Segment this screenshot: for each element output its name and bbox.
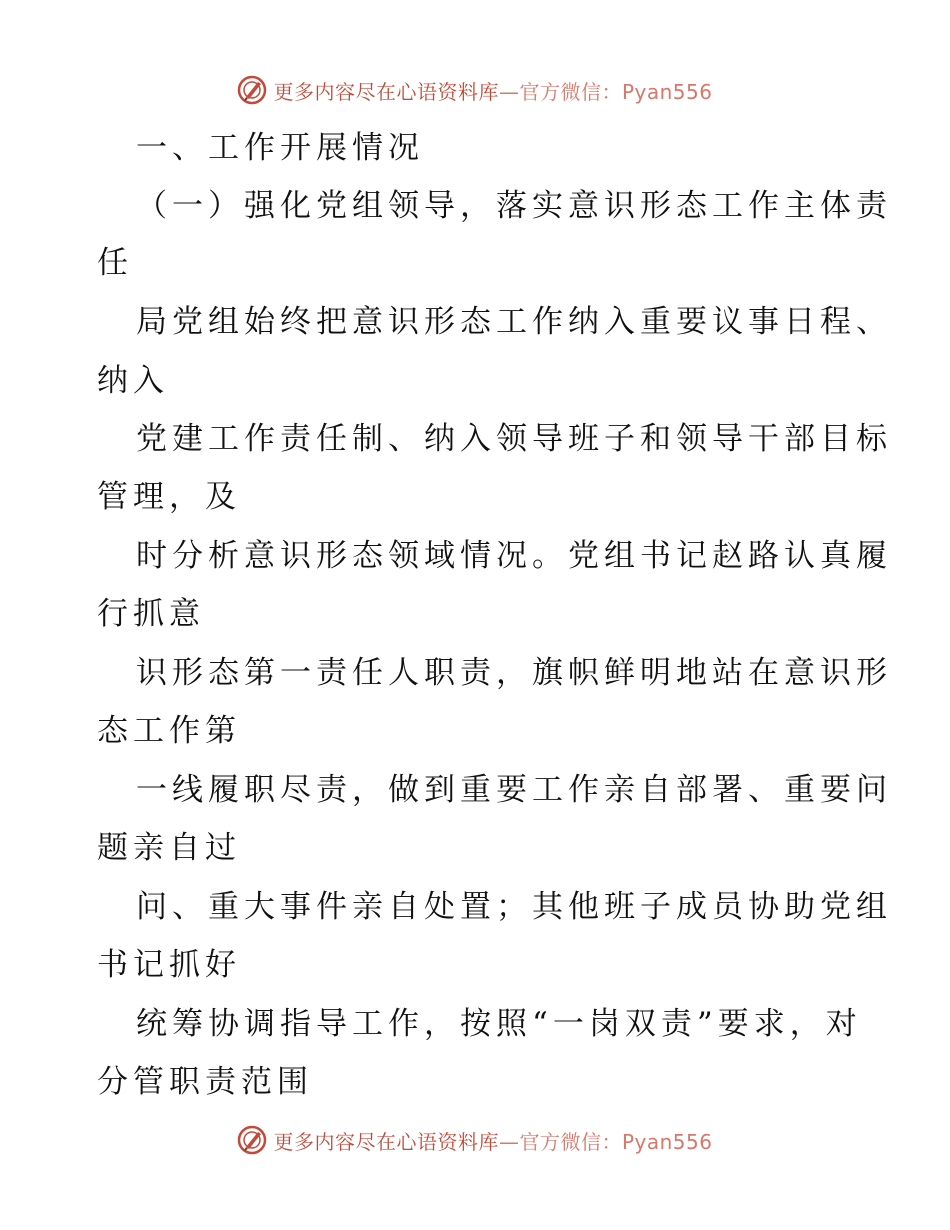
paragraph-line: 党建工作责任制、纳入领导班子和领导干部目标 (136, 421, 892, 457)
watermark-text (273, 76, 712, 105)
paragraph-line: 题亲自过 (97, 830, 241, 866)
paragraph-line: 纳入 (97, 363, 169, 399)
subsection-heading-line-2: 任 (97, 245, 133, 281)
paragraph-line: 问、重大事件亲自处置；其他班子成员协助党组 (136, 889, 892, 925)
watermark-contact-text: 官方微信：Pyan556 (519, 1129, 713, 1154)
header-watermark (0, 70, 950, 110)
paragraph-line: 书记抓好 (97, 947, 241, 983)
paragraph-line: 时分析意识形态领域情况。党组书记赵路认真履 (136, 538, 892, 574)
section-heading: 一、工作开展情况 (136, 130, 424, 166)
paragraph-line: 管理，及 (97, 479, 241, 515)
watermark-site-text: 更多内容尽在心语资料库 (273, 79, 499, 104)
pen-logo-icon (237, 1125, 267, 1155)
paragraph-line: 统筹协调指导工作，按照“一岗双责”要求，对 (136, 1006, 862, 1042)
subsection-heading-line-1: （一）强化党组领导，落实意识形态工作主体责 (136, 188, 892, 224)
watermark-separator: — (498, 79, 520, 104)
paragraph-line: 一线履职尽责，做到重要工作亲自部署、重要问 (136, 772, 892, 808)
paragraph-line: 行抓意 (97, 596, 205, 632)
paragraph-line: 分管职责范围 (97, 1064, 313, 1100)
footer-watermark (0, 1120, 950, 1160)
pen-logo-icon (237, 75, 267, 105)
watermark-text (273, 1126, 712, 1155)
watermark-separator: — (498, 1129, 520, 1154)
paragraph-line: 识形态第一责任人职责，旗帜鲜明地站在意识形 (136, 655, 892, 691)
watermark-site-text: 更多内容尽在心语资料库 (273, 1129, 499, 1154)
watermark-contact-text: 官方微信：Pyan556 (519, 79, 713, 104)
paragraph-line: 态工作第 (97, 713, 241, 749)
paragraph-line: 局党组始终把意识形态工作纳入重要议事日程、 (136, 304, 892, 340)
